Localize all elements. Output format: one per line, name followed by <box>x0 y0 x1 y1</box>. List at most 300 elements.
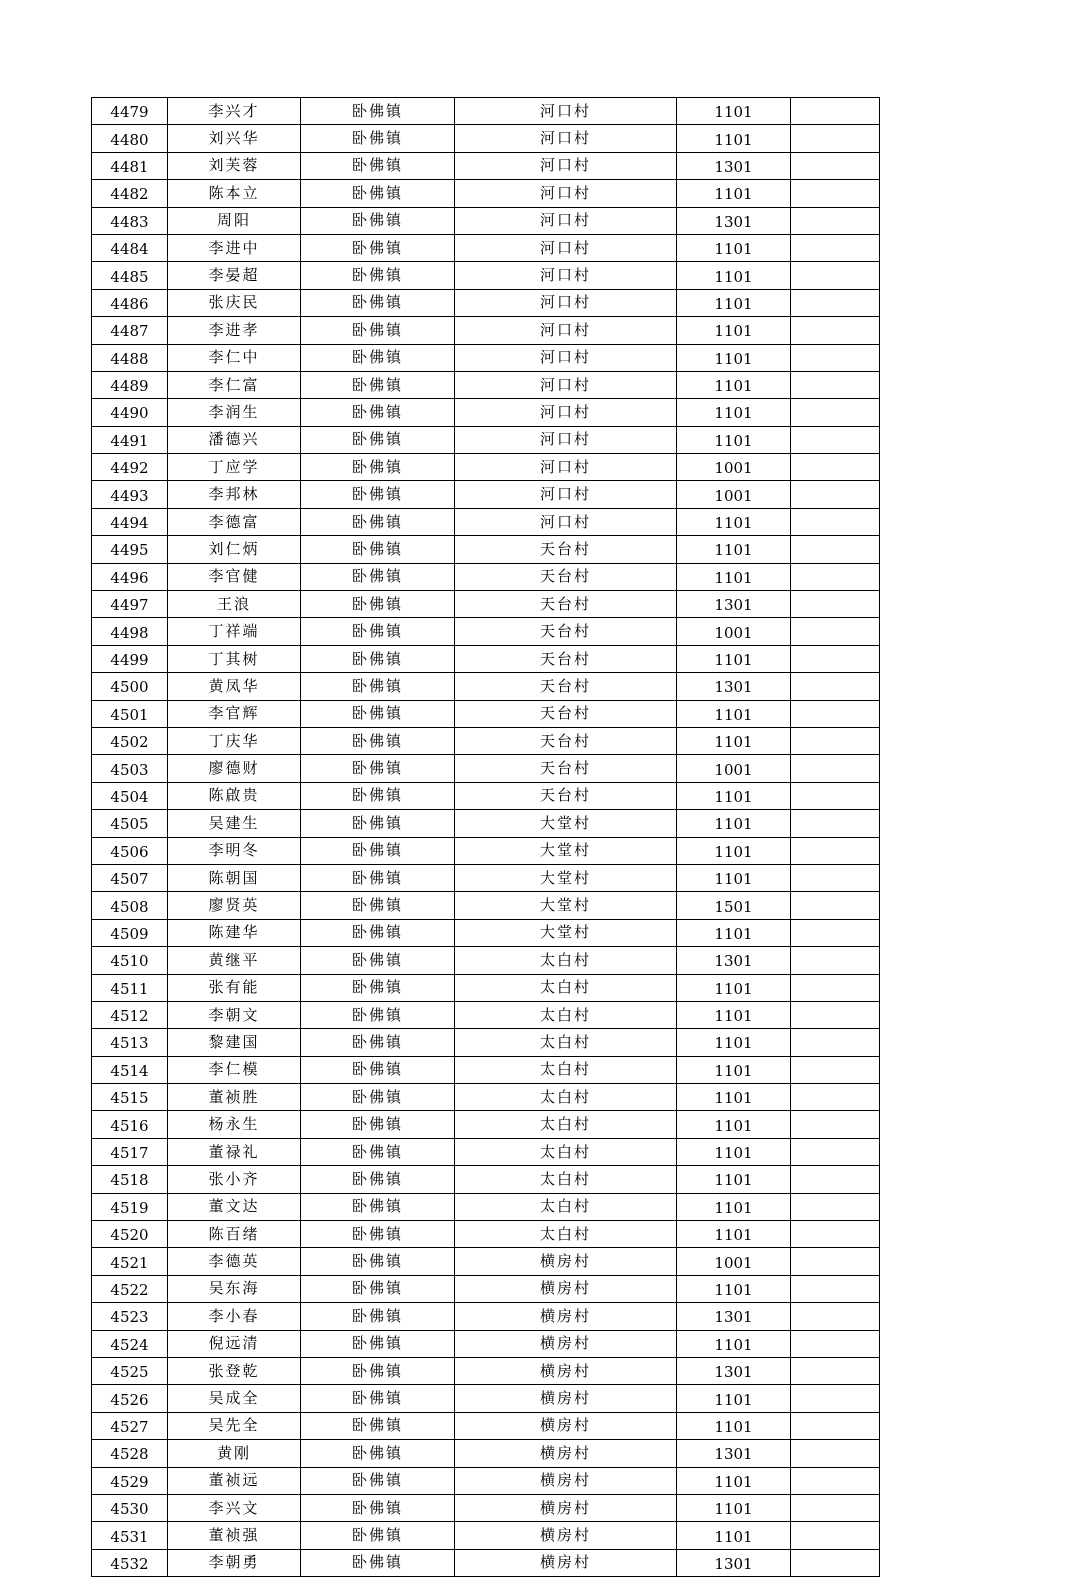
row-number-cell: 4516 <box>92 1111 168 1138</box>
row-number-cell: 4507 <box>92 864 168 891</box>
town-cell: 卧佛镇 <box>301 700 455 727</box>
code-cell: 1101 <box>677 1029 791 1056</box>
village-cell: 河口村 <box>455 207 677 234</box>
table-row <box>92 125 880 152</box>
town-cell: 卧佛镇 <box>301 1357 455 1384</box>
empty-cell <box>791 317 880 344</box>
row-number-cell: 4497 <box>92 591 168 618</box>
table-row <box>92 974 880 1001</box>
table-row <box>92 481 880 508</box>
table-row <box>92 782 880 809</box>
empty-cell <box>791 1385 880 1412</box>
table-body <box>92 98 880 1577</box>
town-cell: 卧佛镇 <box>301 974 455 1001</box>
row-number-cell: 4514 <box>92 1056 168 1083</box>
row-number-cell: 4505 <box>92 810 168 837</box>
village-cell: 天台村 <box>455 700 677 727</box>
code-cell: 1301 <box>677 1440 791 1467</box>
empty-cell <box>791 262 880 289</box>
row-number-cell: 4488 <box>92 344 168 371</box>
empty-cell <box>791 1111 880 1138</box>
name-cell: 李兴才 <box>168 98 301 125</box>
empty-cell <box>791 673 880 700</box>
table-row <box>92 508 880 535</box>
town-cell: 卧佛镇 <box>301 1303 455 1330</box>
village-cell: 太白村 <box>455 1084 677 1111</box>
name-cell: 张庆民 <box>168 289 301 316</box>
code-cell: 1101 <box>677 1467 791 1494</box>
name-cell: 李晏超 <box>168 262 301 289</box>
village-cell: 天台村 <box>455 673 677 700</box>
empty-cell <box>791 536 880 563</box>
code-cell: 1101 <box>677 1385 791 1412</box>
village-cell: 天台村 <box>455 591 677 618</box>
village-cell: 天台村 <box>455 755 677 782</box>
name-cell: 李仁富 <box>168 371 301 398</box>
table-row <box>92 919 880 946</box>
code-cell: 1101 <box>677 1275 791 1302</box>
village-cell: 河口村 <box>455 180 677 207</box>
empty-cell <box>791 399 880 426</box>
table-row <box>92 152 880 179</box>
table-row <box>92 1001 880 1028</box>
code-cell: 1001 <box>677 481 791 508</box>
name-cell: 黄刚 <box>168 1440 301 1467</box>
row-number-cell: 4524 <box>92 1330 168 1357</box>
town-cell: 卧佛镇 <box>301 317 455 344</box>
town-cell: 卧佛镇 <box>301 1275 455 1302</box>
village-cell: 河口村 <box>455 481 677 508</box>
town-cell: 卧佛镇 <box>301 1549 455 1576</box>
name-cell: 刘芙蓉 <box>168 152 301 179</box>
village-cell: 河口村 <box>455 454 677 481</box>
empty-cell <box>791 645 880 672</box>
empty-cell <box>791 481 880 508</box>
village-cell: 河口村 <box>455 508 677 535</box>
table-row <box>92 727 880 754</box>
village-cell: 太白村 <box>455 1001 677 1028</box>
row-number-cell: 4522 <box>92 1275 168 1302</box>
code-cell: 1101 <box>677 1084 791 1111</box>
name-cell: 董文达 <box>168 1193 301 1220</box>
table-row <box>92 645 880 672</box>
row-number-cell: 4480 <box>92 125 168 152</box>
code-cell: 1101 <box>677 289 791 316</box>
town-cell: 卧佛镇 <box>301 1166 455 1193</box>
town-cell: 卧佛镇 <box>301 399 455 426</box>
town-cell: 卧佛镇 <box>301 892 455 919</box>
name-cell: 陈朝国 <box>168 864 301 891</box>
code-cell: 1301 <box>677 1303 791 1330</box>
empty-cell <box>791 1467 880 1494</box>
empty-cell <box>791 125 880 152</box>
name-cell: 董祯胜 <box>168 1084 301 1111</box>
village-cell: 天台村 <box>455 645 677 672</box>
name-cell: 李仁中 <box>168 344 301 371</box>
table-row <box>92 1330 880 1357</box>
code-cell: 1301 <box>677 1549 791 1576</box>
name-cell: 廖德财 <box>168 755 301 782</box>
code-cell: 1101 <box>677 1056 791 1083</box>
empty-cell <box>791 1193 880 1220</box>
code-cell: 1101 <box>677 317 791 344</box>
name-cell: 刘仁炳 <box>168 536 301 563</box>
row-number-cell: 4501 <box>92 700 168 727</box>
data-table <box>91 97 880 1577</box>
name-cell: 黄凤华 <box>168 673 301 700</box>
village-cell: 河口村 <box>455 426 677 453</box>
name-cell: 董祯远 <box>168 1467 301 1494</box>
town-cell: 卧佛镇 <box>301 344 455 371</box>
name-cell: 王浪 <box>168 591 301 618</box>
town-cell: 卧佛镇 <box>301 1029 455 1056</box>
table-row <box>92 1494 880 1521</box>
name-cell: 张登乾 <box>168 1357 301 1384</box>
code-cell: 1101 <box>677 1330 791 1357</box>
table-row <box>92 837 880 864</box>
empty-cell <box>791 454 880 481</box>
town-cell: 卧佛镇 <box>301 919 455 946</box>
empty-cell <box>791 1494 880 1521</box>
table-row <box>92 892 880 919</box>
name-cell: 陈百绪 <box>168 1221 301 1248</box>
table-row <box>92 1440 880 1467</box>
town-cell: 卧佛镇 <box>301 782 455 809</box>
village-cell: 横房村 <box>455 1248 677 1275</box>
row-number-cell: 4489 <box>92 371 168 398</box>
village-cell: 天台村 <box>455 782 677 809</box>
code-cell: 1101 <box>677 426 791 453</box>
name-cell: 李德富 <box>168 508 301 535</box>
town-cell: 卧佛镇 <box>301 1494 455 1521</box>
town-cell: 卧佛镇 <box>301 947 455 974</box>
empty-cell <box>791 727 880 754</box>
name-cell: 丁祥端 <box>168 618 301 645</box>
empty-cell <box>791 618 880 645</box>
village-cell: 河口村 <box>455 399 677 426</box>
row-number-cell: 4509 <box>92 919 168 946</box>
code-cell: 1301 <box>677 673 791 700</box>
table-row <box>92 810 880 837</box>
code-cell: 1101 <box>677 645 791 672</box>
village-cell: 天台村 <box>455 536 677 563</box>
village-cell: 横房村 <box>455 1440 677 1467</box>
row-number-cell: 4491 <box>92 426 168 453</box>
village-cell: 河口村 <box>455 152 677 179</box>
name-cell: 陈建华 <box>168 919 301 946</box>
table-row <box>92 1138 880 1165</box>
empty-cell <box>791 700 880 727</box>
table-row <box>92 371 880 398</box>
empty-cell <box>791 344 880 371</box>
table-row <box>92 864 880 891</box>
village-cell: 太白村 <box>455 947 677 974</box>
village-cell: 大堂村 <box>455 892 677 919</box>
town-cell: 卧佛镇 <box>301 673 455 700</box>
table-row <box>92 1221 880 1248</box>
village-cell: 横房村 <box>455 1522 677 1549</box>
code-cell: 1101 <box>677 974 791 1001</box>
town-cell: 卧佛镇 <box>301 1467 455 1494</box>
empty-cell <box>791 919 880 946</box>
town-cell: 卧佛镇 <box>301 563 455 590</box>
row-number-cell: 4531 <box>92 1522 168 1549</box>
village-cell: 太白村 <box>455 1166 677 1193</box>
table-row <box>92 1084 880 1111</box>
row-number-cell: 4525 <box>92 1357 168 1384</box>
village-cell: 大堂村 <box>455 810 677 837</box>
code-cell: 1101 <box>677 234 791 261</box>
row-number-cell: 4499 <box>92 645 168 672</box>
row-number-cell: 4518 <box>92 1166 168 1193</box>
code-cell: 1101 <box>677 1221 791 1248</box>
code-cell: 1101 <box>677 125 791 152</box>
row-number-cell: 4495 <box>92 536 168 563</box>
town-cell: 卧佛镇 <box>301 1001 455 1028</box>
village-cell: 太白村 <box>455 1111 677 1138</box>
village-cell: 太白村 <box>455 1056 677 1083</box>
town-cell: 卧佛镇 <box>301 289 455 316</box>
village-cell: 天台村 <box>455 563 677 590</box>
village-cell: 横房村 <box>455 1412 677 1439</box>
row-number-cell: 4527 <box>92 1412 168 1439</box>
empty-cell <box>791 947 880 974</box>
row-number-cell: 4523 <box>92 1303 168 1330</box>
empty-cell <box>791 1001 880 1028</box>
empty-cell <box>791 98 880 125</box>
town-cell: 卧佛镇 <box>301 837 455 864</box>
row-number-cell: 4520 <box>92 1221 168 1248</box>
table-row <box>92 1111 880 1138</box>
village-cell: 太白村 <box>455 1221 677 1248</box>
code-cell: 1101 <box>677 262 791 289</box>
village-cell: 河口村 <box>455 125 677 152</box>
village-cell: 河口村 <box>455 371 677 398</box>
name-cell: 吴东海 <box>168 1275 301 1302</box>
row-number-cell: 4513 <box>92 1029 168 1056</box>
table-row <box>92 98 880 125</box>
empty-cell <box>791 1412 880 1439</box>
table-row <box>92 1248 880 1275</box>
row-number-cell: 4502 <box>92 727 168 754</box>
town-cell: 卧佛镇 <box>301 1522 455 1549</box>
village-cell: 大堂村 <box>455 919 677 946</box>
village-cell: 大堂村 <box>455 837 677 864</box>
empty-cell <box>791 782 880 809</box>
town-cell: 卧佛镇 <box>301 454 455 481</box>
code-cell: 1101 <box>677 1412 791 1439</box>
row-number-cell: 4483 <box>92 207 168 234</box>
row-number-cell: 4485 <box>92 262 168 289</box>
code-cell: 1101 <box>677 180 791 207</box>
empty-cell <box>791 1029 880 1056</box>
town-cell: 卧佛镇 <box>301 1330 455 1357</box>
table-row <box>92 1193 880 1220</box>
name-cell: 丁其树 <box>168 645 301 672</box>
row-number-cell: 4517 <box>92 1138 168 1165</box>
village-cell: 横房村 <box>455 1549 677 1576</box>
village-cell: 河口村 <box>455 234 677 261</box>
village-cell: 横房村 <box>455 1385 677 1412</box>
table-row <box>92 1357 880 1384</box>
code-cell: 1301 <box>677 207 791 234</box>
table-row <box>92 673 880 700</box>
row-number-cell: 4506 <box>92 837 168 864</box>
town-cell: 卧佛镇 <box>301 207 455 234</box>
row-number-cell: 4532 <box>92 1549 168 1576</box>
name-cell: 吴建生 <box>168 810 301 837</box>
table-row <box>92 947 880 974</box>
table-row <box>92 207 880 234</box>
row-number-cell: 4500 <box>92 673 168 700</box>
name-cell: 黄继平 <box>168 947 301 974</box>
village-cell: 河口村 <box>455 289 677 316</box>
name-cell: 刘兴华 <box>168 125 301 152</box>
table-row <box>92 700 880 727</box>
village-cell: 横房村 <box>455 1330 677 1357</box>
empty-cell <box>791 152 880 179</box>
row-number-cell: 4492 <box>92 454 168 481</box>
village-cell: 河口村 <box>455 262 677 289</box>
village-cell: 太白村 <box>455 1193 677 1220</box>
table-row <box>92 289 880 316</box>
name-cell: 廖贤英 <box>168 892 301 919</box>
table-row <box>92 344 880 371</box>
table-row <box>92 536 880 563</box>
empty-cell <box>791 892 880 919</box>
empty-cell <box>791 426 880 453</box>
table-row <box>92 426 880 453</box>
name-cell: 李小春 <box>168 1303 301 1330</box>
table-row <box>92 234 880 261</box>
name-cell: 潘德兴 <box>168 426 301 453</box>
empty-cell <box>791 1056 880 1083</box>
name-cell: 黎建国 <box>168 1029 301 1056</box>
town-cell: 卧佛镇 <box>301 98 455 125</box>
table-row <box>92 1385 880 1412</box>
code-cell: 1101 <box>677 1111 791 1138</box>
town-cell: 卧佛镇 <box>301 234 455 261</box>
table-row <box>92 1056 880 1083</box>
table-row <box>92 591 880 618</box>
empty-cell <box>791 810 880 837</box>
row-number-cell: 4493 <box>92 481 168 508</box>
name-cell: 吴成全 <box>168 1385 301 1412</box>
empty-cell <box>791 289 880 316</box>
code-cell: 1101 <box>677 782 791 809</box>
name-cell: 张有能 <box>168 974 301 1001</box>
code-cell: 1101 <box>677 700 791 727</box>
town-cell: 卧佛镇 <box>301 508 455 535</box>
row-number-cell: 4508 <box>92 892 168 919</box>
town-cell: 卧佛镇 <box>301 481 455 508</box>
row-number-cell: 4481 <box>92 152 168 179</box>
code-cell: 1101 <box>677 1166 791 1193</box>
town-cell: 卧佛镇 <box>301 618 455 645</box>
name-cell: 李邦林 <box>168 481 301 508</box>
table-row <box>92 755 880 782</box>
table-row <box>92 262 880 289</box>
town-cell: 卧佛镇 <box>301 371 455 398</box>
name-cell: 李朝文 <box>168 1001 301 1028</box>
village-cell: 横房村 <box>455 1357 677 1384</box>
empty-cell <box>791 508 880 535</box>
town-cell: 卧佛镇 <box>301 591 455 618</box>
village-cell: 横房村 <box>455 1494 677 1521</box>
town-cell: 卧佛镇 <box>301 1385 455 1412</box>
empty-cell <box>791 1522 880 1549</box>
table-row <box>92 563 880 590</box>
village-cell: 天台村 <box>455 727 677 754</box>
row-number-cell: 4528 <box>92 1440 168 1467</box>
code-cell: 1101 <box>677 864 791 891</box>
name-cell: 李朝勇 <box>168 1549 301 1576</box>
name-cell: 倪远清 <box>168 1330 301 1357</box>
code-cell: 1101 <box>677 919 791 946</box>
table-row <box>92 1275 880 1302</box>
table-row <box>92 1467 880 1494</box>
row-number-cell: 4519 <box>92 1193 168 1220</box>
row-number-cell: 4490 <box>92 399 168 426</box>
name-cell: 李兴文 <box>168 1494 301 1521</box>
row-number-cell: 4512 <box>92 1001 168 1028</box>
code-cell: 1101 <box>677 727 791 754</box>
row-number-cell: 4484 <box>92 234 168 261</box>
empty-cell <box>791 180 880 207</box>
name-cell: 丁庆华 <box>168 727 301 754</box>
empty-cell <box>791 837 880 864</box>
village-cell: 河口村 <box>455 98 677 125</box>
code-cell: 1301 <box>677 152 791 179</box>
table-row <box>92 1412 880 1439</box>
code-cell: 1101 <box>677 563 791 590</box>
empty-cell <box>791 1440 880 1467</box>
name-cell: 张小齐 <box>168 1166 301 1193</box>
name-cell: 董禄礼 <box>168 1138 301 1165</box>
empty-cell <box>791 207 880 234</box>
code-cell: 1301 <box>677 947 791 974</box>
table-row <box>92 317 880 344</box>
row-number-cell: 4510 <box>92 947 168 974</box>
code-cell: 1101 <box>677 344 791 371</box>
table-row <box>92 1166 880 1193</box>
town-cell: 卧佛镇 <box>301 1111 455 1138</box>
row-number-cell: 4504 <box>92 782 168 809</box>
name-cell: 陈啟贵 <box>168 782 301 809</box>
village-cell: 河口村 <box>455 344 677 371</box>
village-cell: 大堂村 <box>455 864 677 891</box>
row-number-cell: 4530 <box>92 1494 168 1521</box>
row-number-cell: 4479 <box>92 98 168 125</box>
town-cell: 卧佛镇 <box>301 1248 455 1275</box>
code-cell: 1101 <box>677 1494 791 1521</box>
empty-cell <box>791 1166 880 1193</box>
village-cell: 横房村 <box>455 1467 677 1494</box>
code-cell: 1001 <box>677 1248 791 1275</box>
village-cell: 河口村 <box>455 317 677 344</box>
name-cell: 董祯强 <box>168 1522 301 1549</box>
empty-cell <box>791 1138 880 1165</box>
row-number-cell: 4487 <box>92 317 168 344</box>
row-number-cell: 4494 <box>92 508 168 535</box>
empty-cell <box>791 974 880 1001</box>
table-row <box>92 399 880 426</box>
table-row <box>92 1029 880 1056</box>
name-cell: 吴先全 <box>168 1412 301 1439</box>
code-cell: 1101 <box>677 1001 791 1028</box>
code-cell: 1301 <box>677 591 791 618</box>
town-cell: 卧佛镇 <box>301 1084 455 1111</box>
